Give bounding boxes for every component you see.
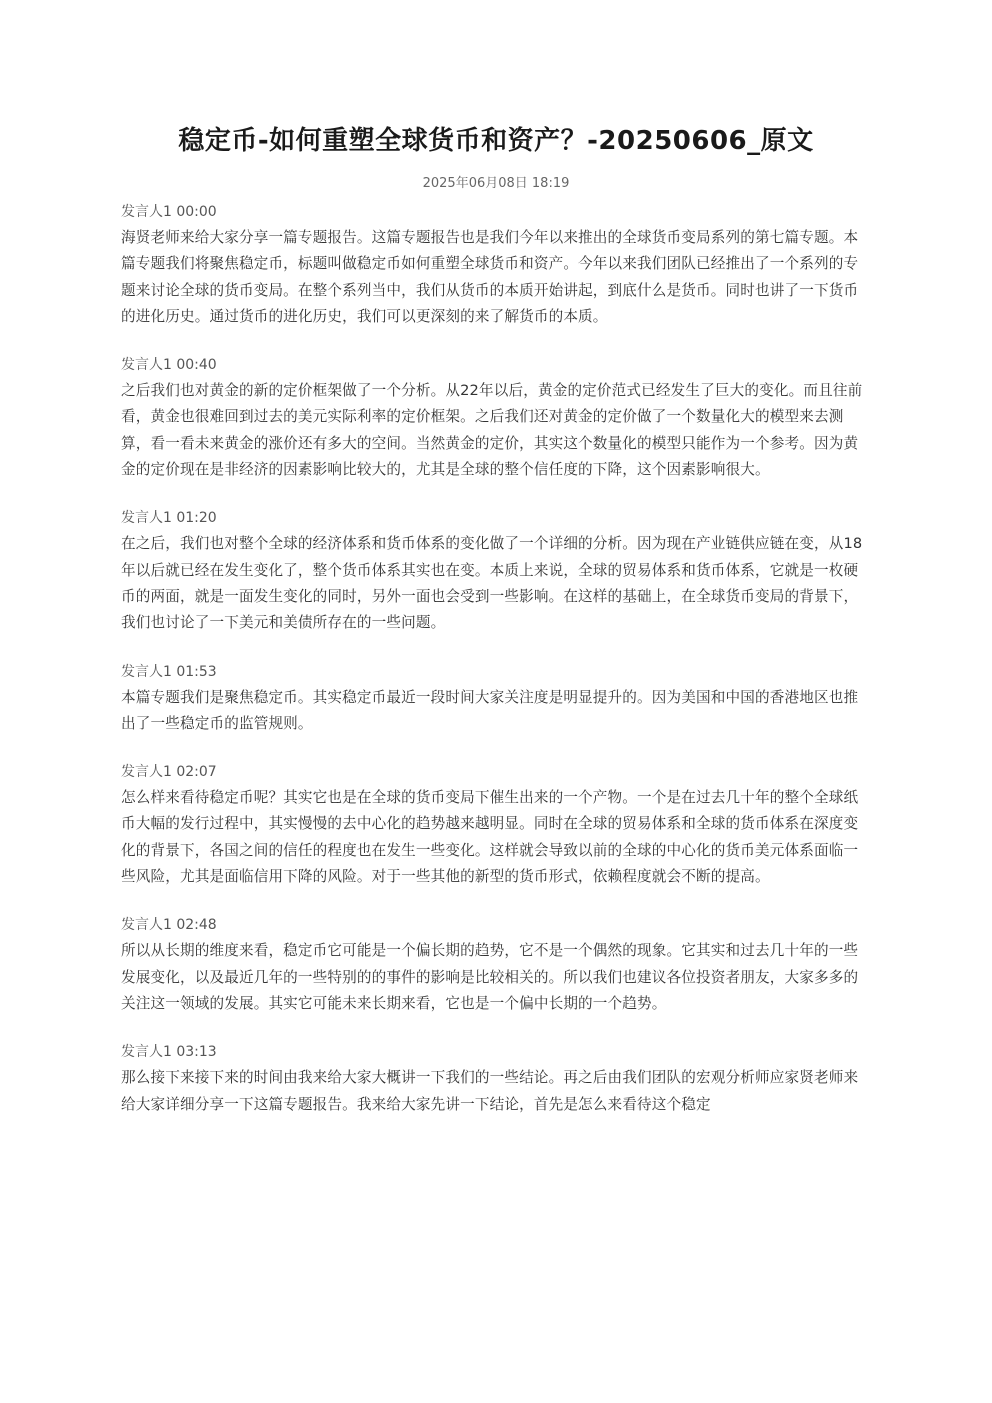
speaker-timestamp: 发言人1 02:48 xyxy=(121,917,217,934)
transcript-paragraph: 那么接下来接下来的时间由我来给大家大概讲一下我们的一些结论。再之后由我们团队的宏观分析师应家贤老师来给大家详细分享一下这篇专题报告。我来给大家先讲一下结论，首先是怎么来看待这个稳定 xyxy=(121,1069,859,1113)
speaker-timestamp: 发言人1 01:20 xyxy=(121,510,217,527)
transcript-segment xyxy=(121,507,871,636)
transcript-segment xyxy=(121,661,871,738)
transcript-segment xyxy=(121,201,871,330)
transcript-segment xyxy=(121,1041,871,1118)
transcript-body xyxy=(121,199,871,1142)
transcript-segment xyxy=(121,354,871,483)
transcript-segment xyxy=(121,914,871,1017)
document-date: 2025年06月08日 18:19 xyxy=(422,176,570,191)
transcript-paragraph: 之后我们也对黄金的新的定价框架做了一个分析。从22年以后，黄金的定价范式已经发生了巨大的变化。而且往前看，黄金也很难回到过去的美元实际利率的定价框架。之后我们还对黄金的定价做了一个数量化大的模型来去测算，看一看未来黄金的涨价还有多大的空间。当然黄金的定价，其实这个数量化的模型只能作为一个参考。因为黄金的定价现在是非经济的因素影响比较大的，尤其是全球的整个信任度的下降，这个因素影响很大。 xyxy=(121,382,863,479)
speaker-timestamp: 发言人1 03:13 xyxy=(121,1044,217,1061)
transcript-paragraph: 海贤老师来给大家分享一篇专题报告。这篇专题报告也是我们今年以来推出的全球货币变局系列的第七篇专题。本篇专题我们将聚焦稳定币，标题叫做稳定币如何重塑全球货币和资产。今年以来我们团队已经推出了一个系列的专题来讨论全球的货币变局。在整个系列当中，我们从货币的本质开始讲起，到底什么是货币。同时也讲了一下货币的进化历史。通过货币的进化历史，我们可以更深刻的来了解货币的本质。 xyxy=(121,229,859,325)
document-title: 稳定币-如何重塑全球货币和资产？-20250606_原文 xyxy=(178,126,814,156)
transcript-segment xyxy=(121,761,871,890)
transcript-paragraph: 怎么样来看待稳定币呢？其实它也是在全球的货币变局下催生出来的一个产物。一个是在过去几十年的整个全球纸币大幅的发行过程中，其实慢慢的去中心化的趋势越来越明显。同时在全球的贸易体系和全球的货币体系在深度变化的背景下，各国之间的信任的程度也在发生一些变化。这样就会导致以前的全球的中心化的货币美元体系面临一些风险，尤其是面临信用下降的风险。对于一些其他的新型的货币形式，依赖程度就会不断的提高。 xyxy=(121,789,859,886)
transcript-paragraph: 所以从长期的维度来看，稳定币它可能是一个偏长期的趋势，它不是一个偶然的现象。它其实和过去几十年的一些发展变化，以及最近几年的一些特别的的事件的影响是比较相关的。所以我们也建议各位投资者朋友，大家多多的关注这一领域的发展。其实它可能未来长期来看，它也是一个偏中长期的一个趋势。 xyxy=(121,942,859,1012)
speaker-timestamp: 发言人1 02:07 xyxy=(121,764,217,781)
transcript-paragraph: 本篇专题我们是聚焦稳定币。其实稳定币最近一段时间大家关注度是明显提升的。因为美国和中国的香港地区也推出了一些稳定币的监管规则。 xyxy=(121,688,859,732)
transcript-paragraph: 在之后，我们也对整个全球的经济体系和货币体系的变化做了一个详细的分析。因为现在产业链供应链在变，从18年以后就已经在发生变化了，整个货币体系其实也在变。本质上来说，全球的贸易体系和货币体系，它就是一枚硬币的两面，就是一面发生变化的同时，另外一面也会受到一些影响。在这样的基础上，在全球货币变局的背景下，我们也讨论了一下美元和美债所存在的一些问题。 xyxy=(121,535,863,632)
speaker-timestamp: 发言人1 00:00 xyxy=(121,204,217,220)
speaker-timestamp: 发言人1 00:40 xyxy=(121,357,217,374)
speaker-timestamp: 发言人1 01:53 xyxy=(121,663,217,680)
